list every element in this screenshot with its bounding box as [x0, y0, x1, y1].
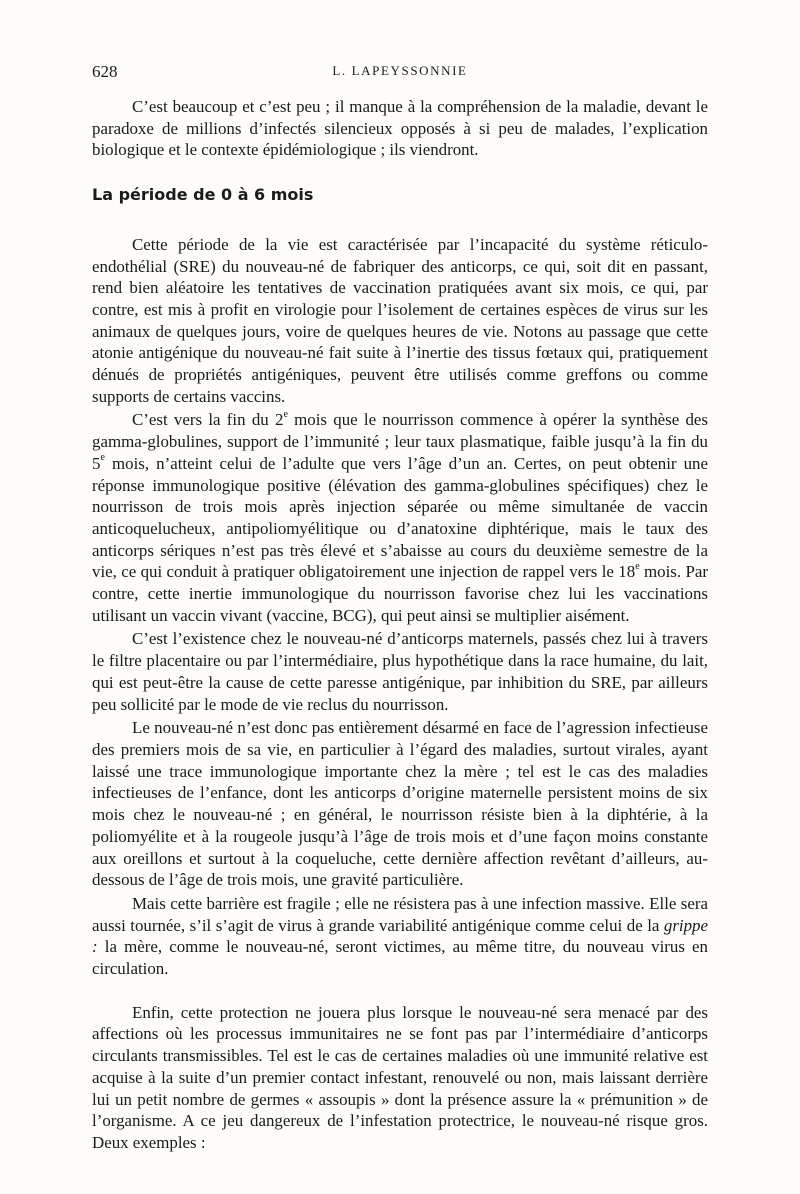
intro-paragraph: C’est beaucoup et c’est peu ; il manque à la compréhension de la maladie, devant le paradoxe de millions d’infectés silencieux opposés à si peu de malades, l’explication biologique et le contexte épidémiologique ; ils viendront.	[92, 97, 708, 160]
paragraph-2-part-a: C’est vers la fin du 2	[132, 410, 284, 430]
page-number: 628	[92, 62, 118, 81]
superscript-e: e	[635, 560, 640, 572]
paragraph-2-part-d: mois. Par contre, cette inertie immunologique du nourrisson favorise chez lui les vaccinations utilisant un vaccin vivant (vaccine, BCG), qui peut ainsi se multiplier aisément.	[92, 562, 708, 625]
section-heading: La période de 0 à 6 mois	[92, 185, 314, 205]
paragraph-2-part-c: mois, n’atteint celui de l’adulte que vers l’âge d’un an. Certes, on peut obtenir une réponse immunologique positive (élévation des gamma-globulines spécifiques) chez le nourrisson de trois mois après injection séparée ou même simultanée de vaccin anticoquelucheux, antipoliomyélitique ou d’anatoxine diphtérique, mais le taux des anticorps sériques n’est pas très élevé et s’abaisse au cours du deuxième semestre de la vie, ce qui conduit à pratiquer obligatoirement une injection de rappel vers le 18	[92, 453, 708, 582]
paragraph-3: C’est l’existence chez le nouveau-né d’anticorps maternels, passés chez lui à travers le filtre placentaire ou par l’intermédiaire, plus hypothétique dans la race humaine, du lait, qui est peut-être la cause de cette paresse antigénique, par inhibition du SRE, par ailleurs peu sollicité par le mode de vie reclus du nourrisson.	[92, 629, 708, 714]
superscript-e: e	[283, 408, 288, 420]
body-text	[92, 96, 708, 1154]
running-head-author: L. LAPEYSSONNIE	[332, 63, 468, 78]
page-header	[92, 62, 708, 86]
paragraph-6: Enfin, cette protection ne jouera plus lorsque le nouveau-né sera menacé par des affections où les processus immunitaires ne se font pas par l’intermédiaire d’anticorps circulants transmissibles. Tel est le cas de certaines maladies où une immunité relative est acquise à la suite d’un premier contact infestant, renouvelé ou non, mais laissant derrière lui un petit nombre de germes « assoupis » dont la présence assure la « prémunition » de l’organisme. A ce jeu dangereux de l’infestation protectrice, le nouveau-né risque gros. Deux exemples :	[92, 1002, 708, 1152]
paragraph-5	[92, 893, 708, 980]
paragraph-5-part-b: la mère, comme le nouveau-né, seront victimes, au même titre, du nouveau virus en circulation.	[92, 937, 708, 979]
paragraph-4: Le nouveau-né n’est donc pas entièrement désarmé en face de l’agression infectieuse des premiers mois de sa vie, en particulier à l’égard des maladies, surtout virales, ayant laissé une trace immunologique importante chez la mère ; tel est le cas des maladies infectieuses de l’enfance, dont les anticorps d’origine maternelle persistent moins de six mois chez le nouveau-né ; en général, le nourrisson résiste bien à la diphtérie, à la poliomyélite et à la rougeole jusqu’à l’âge de trois mois et d’une façon moins constante aux oreillons et surtout à la coqueluche, cette dernière affection revêtant d’ailleurs, au-dessous de l’âge de trois mois, une gravité particulière.	[92, 718, 708, 890]
paragraph-5-italic: grippe :	[92, 915, 708, 957]
paragraph-1: Cette période de la vie est caractérisée par l’incapacité du système réticulo-endothélial (SRE) du nouveau-né de fabriquer des anticorps, ce qui, soit dit en passant, rend bien aléatoire les tentatives de vaccination pratiquées avant six mois, ce qui, par contre, est mis à profit en virologie pour l’isolement de certaines espèces de virus sur les animaux de quelques jours, voire de quelques heures de vie. Notons au passage que cette atonie antigénique du nouveau-né fait suite à l’inertie des tissus fœtaux qui, pratiquement dénués de propriétés antigéniques, peuvent être utilisés comme greffons ou comme supports de certains vaccins.	[92, 234, 708, 406]
paragraph-2-part-b: mois que le nourrisson commence à opérer la synthèse des gamma-globulines, support de l’immunité ; leur taux plasmatique, faible jusqu’à la fin du 5	[92, 410, 708, 473]
superscript-e: e	[100, 452, 105, 464]
paragraph-2	[92, 409, 708, 626]
paragraph-5-part-a: Mais cette barrière est fragile ; elle ne résistera pas à une infection massive. Elle sera aussi tournée, s’il s’agit de virus à grande variabilité antigénique comme celui de la	[92, 893, 708, 935]
